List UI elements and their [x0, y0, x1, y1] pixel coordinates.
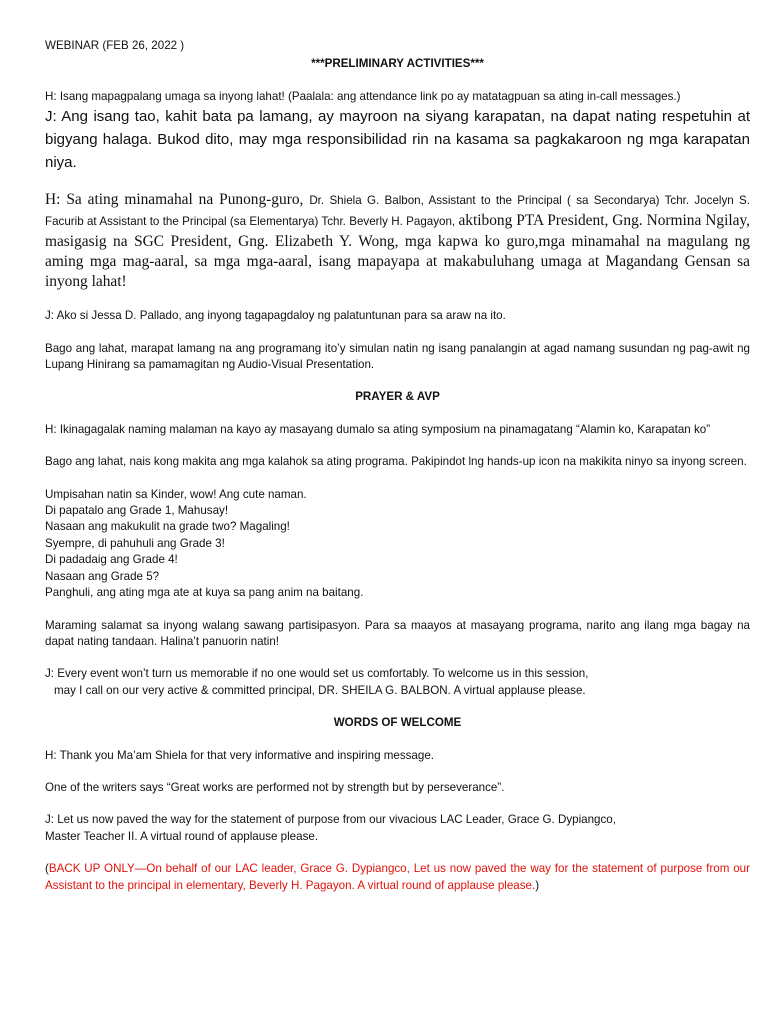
- roll-call-line: Nasaan ang Grade 5?: [45, 569, 160, 583]
- paragraph-quote: One of the writers says “Great works are performed not by strength but by perseverance”.: [45, 780, 505, 794]
- backup-open-paren: (: [45, 862, 49, 876]
- roll-call-line: Panghuli, ang ating mga ate at kuya sa pang anim na baitang.: [45, 586, 364, 600]
- paragraph-thanks: Maraming salamat sa inyong walang sawang partisipasyon. Para sa maayos at masayang programa, narito ang ilang mga bagay na dapat nating tandaan. Halina’t panuorin natin!: [45, 618, 750, 648]
- ack-rest: aktibong PTA President, Gng. Normina Ngilay, masigasig na SGC President, Gng. Elizabeth Y. Wong, mga kapwa ko guro,mga minamahal na magulang ng aming mga mag-aaral, sa mga mga-aaral, isang mapayapa at makabuluhang umaga at Magandang Gensan sa inyong lahat!: [45, 212, 750, 291]
- paragraph-principal-call: J: Every event won’t turn us memorable if no one would set us comfortably. To welcome us in this session,: [45, 667, 589, 681]
- paragraph-rights: J: Ang isang tao, kahit bata pa lamang, ay mayroon na siyang karapatan, na dapat nating respetuhin at bigyang halaga. Bukod dito, may mga responsibilidad rin na kasama sa pagkakaroon ng mga karapatan niya.: [45, 108, 750, 172]
- grade-roll-call: [45, 487, 750, 602]
- doc-header: WEBINAR (FEB 26, 2022 ): [45, 39, 185, 52]
- heading-prayer-avp: PRAYER & AVP: [355, 390, 440, 404]
- doc-title: ***PRELIMINARY ACTIVITIES***: [311, 57, 484, 71]
- paragraph-thank-you: H: Thank you Ma’am Shiela for that very informative and inspiring message.: [45, 748, 435, 762]
- roll-call-line: Umpisahan natin sa Kinder, wow! Ang cute naman.: [45, 487, 307, 501]
- roll-call-line: Syempre, di pahuhuli ang Grade 3!: [45, 536, 225, 550]
- paragraph-acknowledgement: [45, 190, 750, 292]
- roll-call-line: Di padadaig ang Grade 4!: [45, 553, 178, 567]
- paragraph-backup: [45, 861, 750, 894]
- paragraph-host-intro: J: Ako si Jessa D. Pallado, ang inyong tagapagdaloy ng palatuntunan para sa araw na ito.: [45, 309, 506, 323]
- backup-close-paren: ): [535, 878, 540, 892]
- ack-officials: Dr. Shiela G. Balbon, Assistant to the Principal ( sa Secondarya) Tchr. Jocelyn S. Facurib at Assistant to the Principal (sa Elementarya) Tchr. Beverly H. Pagayon,: [45, 194, 750, 229]
- heading-words-of-welcome: WORDS OF WELCOME: [333, 716, 462, 730]
- paragraph-symposium: H: Ikinagagalak naming malaman na kayo ay masayang dumalo sa ating symposium na pinamagatang “Alamin ko, Karapatan ko”: [45, 422, 711, 436]
- backup-text: BACK UP ONLY—On behalf of our LAC leader, Grace G. Dypiangco, Let us now paved the way for the statement of purpose from our Assistant to the principal in elementary, Beverly H. Pagayon. A virtual round of applause please.: [45, 862, 750, 892]
- roll-call-line: Nasaan ang makukulit na grade two? Magaling!: [45, 520, 290, 534]
- paragraph-lac-leader: J: Let us now paved the way for the statement of purpose from our vivacious LAC Leader, Grace G. Dypiangco,: [45, 813, 616, 827]
- paragraph-principal-call-2: may I call on our very active & committed principal, DR. SHEILA G. BALBON. A virtual applause please.: [54, 683, 586, 697]
- roll-call-line: Di papatalo ang Grade 1, Mahusay!: [45, 504, 229, 518]
- paragraph-participants: Bago ang lahat, nais kong makita ang mga kalahok sa ating programa. Pakipindot lng hands-up icon na makikita ninyo sa inyong screen.: [45, 455, 747, 469]
- paragraph-lac-leader-2: Master Teacher II. A virtual round of applause please.: [45, 829, 319, 843]
- paragraph-greeting: H: Isang mapagpalang umaga sa inyong lahat! (Paalala: ang attendance link po ay matatagpuan sa ating in-call messages.): [45, 89, 681, 103]
- paragraph-prayer-intro: Bago ang lahat, marapat lamang na ang programang ito’y simulan natin ng isang panalangin at agad namang susundan ng pag-awit ng Lupang Hinirang sa pamamagitan ng Audio-Visual Presentation.: [45, 341, 750, 372]
- ack-intro: H: Sa ating minamahal na Punong-guro,: [45, 191, 310, 209]
